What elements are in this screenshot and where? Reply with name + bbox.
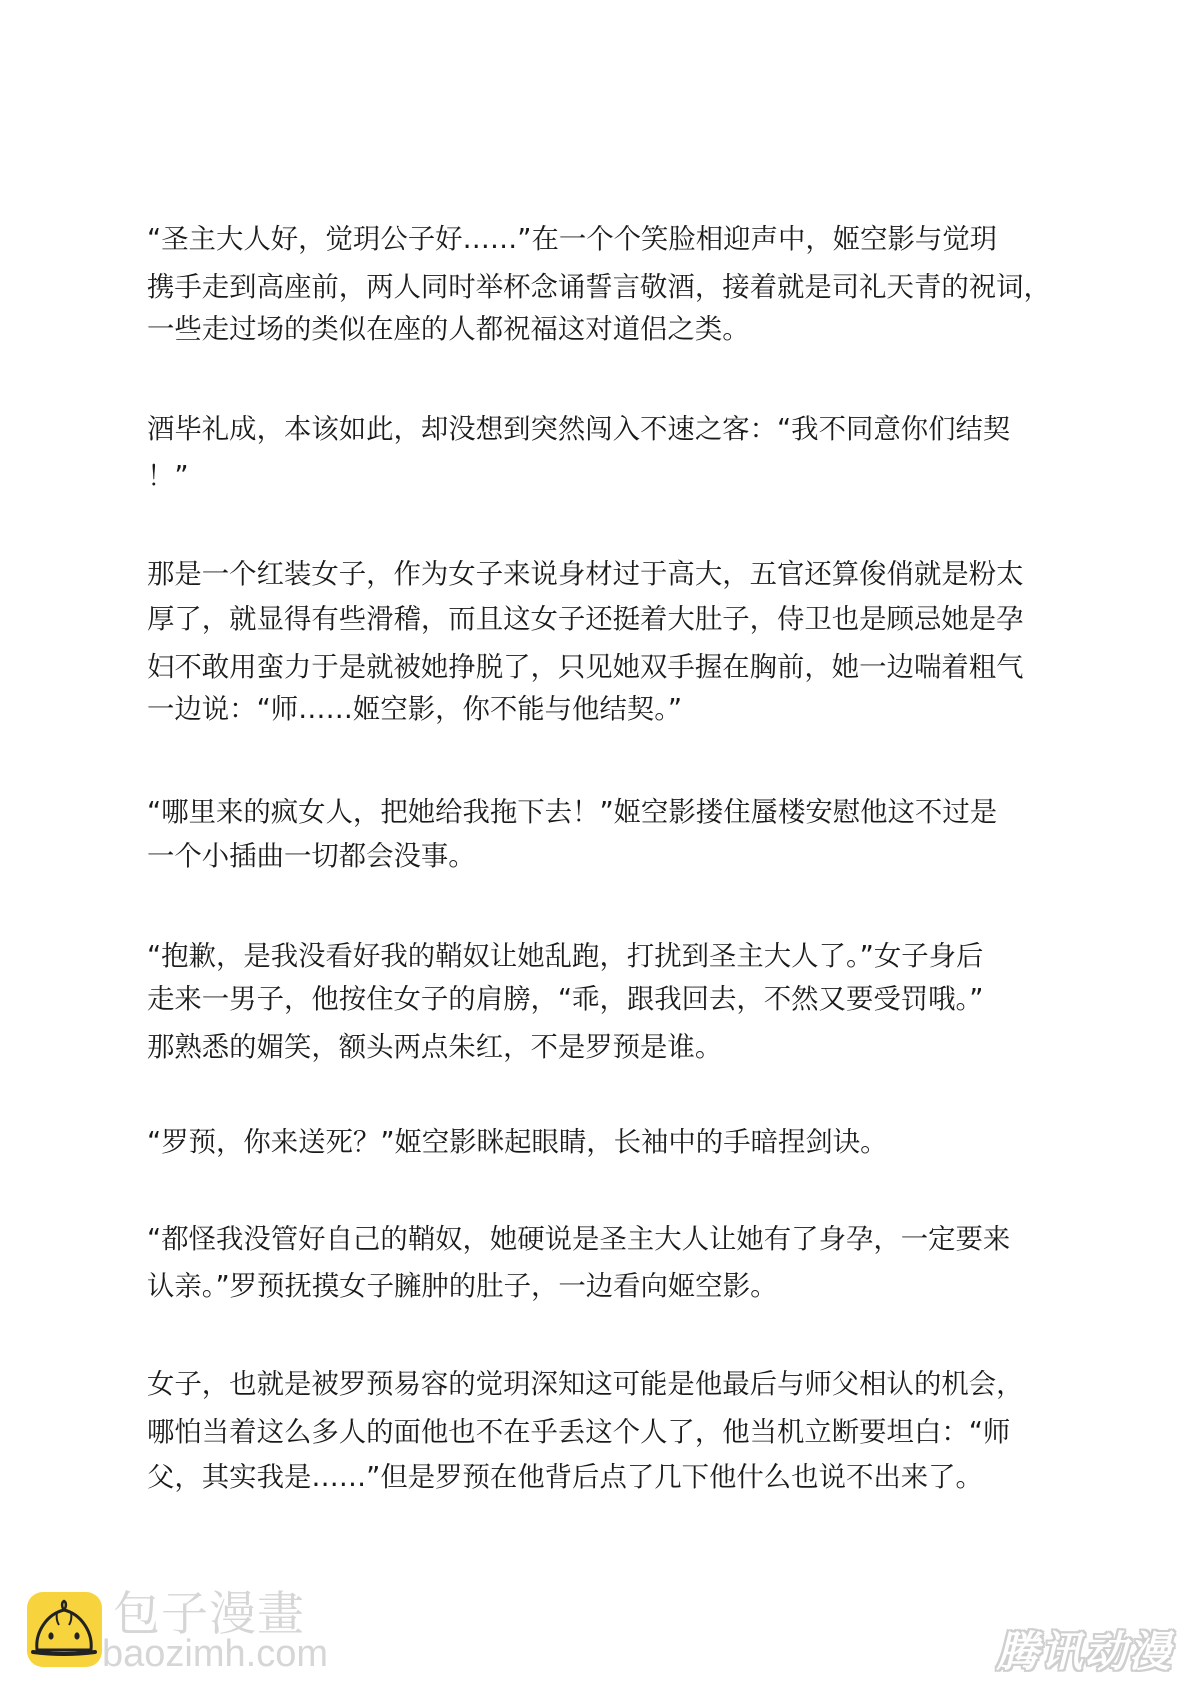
text-line: ！” <box>147 461 189 492</box>
text-line: “哪里来的疯女人，把她给我拖下去！”姬空影搂住蜃楼安慰他这不过是 <box>147 797 998 828</box>
tencent-comic-logo <box>993 1627 1176 1677</box>
brand-url: baozimh.com <box>102 1633 328 1675</box>
text-line: 父，其实我是……”但是罗预在他背后点了几下他什么也说不出来了。 <box>147 1462 983 1493</box>
text-line: 认亲。”罗预抚摸女子臃肿的肚子，一边看向姬空影。 <box>147 1271 778 1302</box>
text-line: 厚了，就显得有些滑稽，而且这女子还挺着大肚子，侍卫也是顾忌她是孕 <box>147 604 1024 635</box>
text-line: “圣主大人好，觉玥公子好……”在一个个笑脸相迎声中，姬空影与觉玥 <box>147 224 998 255</box>
text-line: 携手走到高座前，两人同时举杯念诵誓言敬酒，接着就是司礼天青的祝词， <box>147 272 1051 303</box>
text-line: 那是一个红装女子，作为女子来说身材过于高大，五官还算俊俏就是粉太 <box>147 559 1024 590</box>
tencent-comic-label: 腾讯动漫 <box>996 1627 1173 1676</box>
text-line: 一边说：“师……姬空影，你不能与他结契。” <box>147 694 683 725</box>
text-line: 那熟悉的媚笑，额头两点朱红，不是罗预是谁。 <box>147 1032 723 1063</box>
text-line: 走来一男子，他按住女子的肩膀，“乖，跟我回去，不然又要受罚哦。” <box>147 984 984 1015</box>
steamed-bun-icon <box>27 1592 102 1667</box>
text-line: 哪怕当着这么多人的面他也不在乎丢这个人了，他当机立断要坦白：“师 <box>147 1417 1011 1448</box>
text-line: 一些走过场的类似在座的人都祝福这对道侣之类。 <box>147 314 750 345</box>
text-line: “抱歉，是我没看好我的鞘奴让她乱跑，打扰到圣主大人了。”女子身后 <box>147 941 984 972</box>
brand-name: 包子漫畫 <box>113 1587 305 1642</box>
text-line: 妇不敢用蛮力于是就被她挣脱了，只见她双手握在胸前，她一边喘着粗气 <box>147 652 1024 683</box>
text-line: 酒毕礼成，本该如此，却没想到突然闯入不速之客：“我不同意你们结契 <box>147 414 1011 445</box>
text-line: 女子，也就是被罗预易容的觉玥深知这可能是他最后与师父相认的机会， <box>147 1369 1024 1400</box>
text-line: “都怪我没管好自己的鞘奴，她硬说是圣主大人让她有了身孕，一定要来 <box>147 1224 1011 1255</box>
text-line: 一个小插曲一切都会没事。 <box>147 841 476 872</box>
text-line: “罗预，你来送死？”姬空影眯起眼睛，长袖中的手暗捏剑诀。 <box>147 1127 888 1158</box>
